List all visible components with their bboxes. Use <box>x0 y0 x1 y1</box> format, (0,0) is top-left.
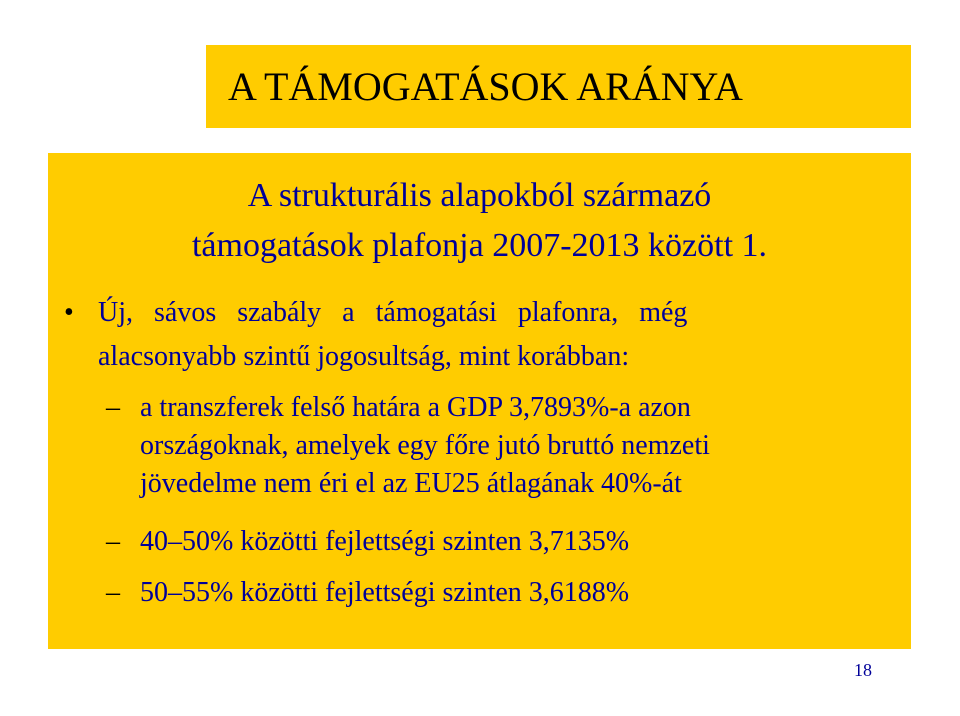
bullet-line-1: Új, sávos szabály a támogatási plafonra, még <box>98 297 688 328</box>
sub-item-1-line-3: jövedelme nem éri el az EU25 átlagának 40%-át <box>140 468 682 499</box>
subtitle <box>48 171 911 271</box>
sub-item-marker: – <box>106 392 120 423</box>
sub-item-2 <box>106 523 896 561</box>
sub-item-3 <box>106 574 896 612</box>
sub-item-1-line-2: országoknak, amelyek egy főre jutó bruttó nemzeti <box>140 430 710 461</box>
bullet-item <box>64 291 900 379</box>
page-number: 18 <box>854 660 872 680</box>
sub-item-marker: – <box>106 526 120 557</box>
subtitle-line-2: támogatások plafonja 2007-2013 között 1. <box>191 227 768 264</box>
sub-item-3-line-1: 50–55% közötti fejlettségi szinten 3,6188% <box>140 577 630 608</box>
sub-item-1-line-1: a transzferek felső határa a GDP 3,7893%-a azon <box>140 392 691 423</box>
title-box <box>206 45 911 128</box>
bullet-line-2: alacsonyabb szintű jogosultság, mint korábban: <box>98 341 630 372</box>
sub-item-2-line-1: 40–50% közötti fejlettségi szinten 3,7135% <box>140 526 630 557</box>
bullet-marker: • <box>64 297 74 328</box>
sub-item-marker: – <box>106 577 120 608</box>
content-box <box>48 153 911 649</box>
slide-title: A TÁMOGATÁSOK ARÁNYA <box>228 64 743 109</box>
sub-item-1 <box>106 389 896 503</box>
subtitle-line-1: A strukturális alapokból származó <box>247 177 712 214</box>
